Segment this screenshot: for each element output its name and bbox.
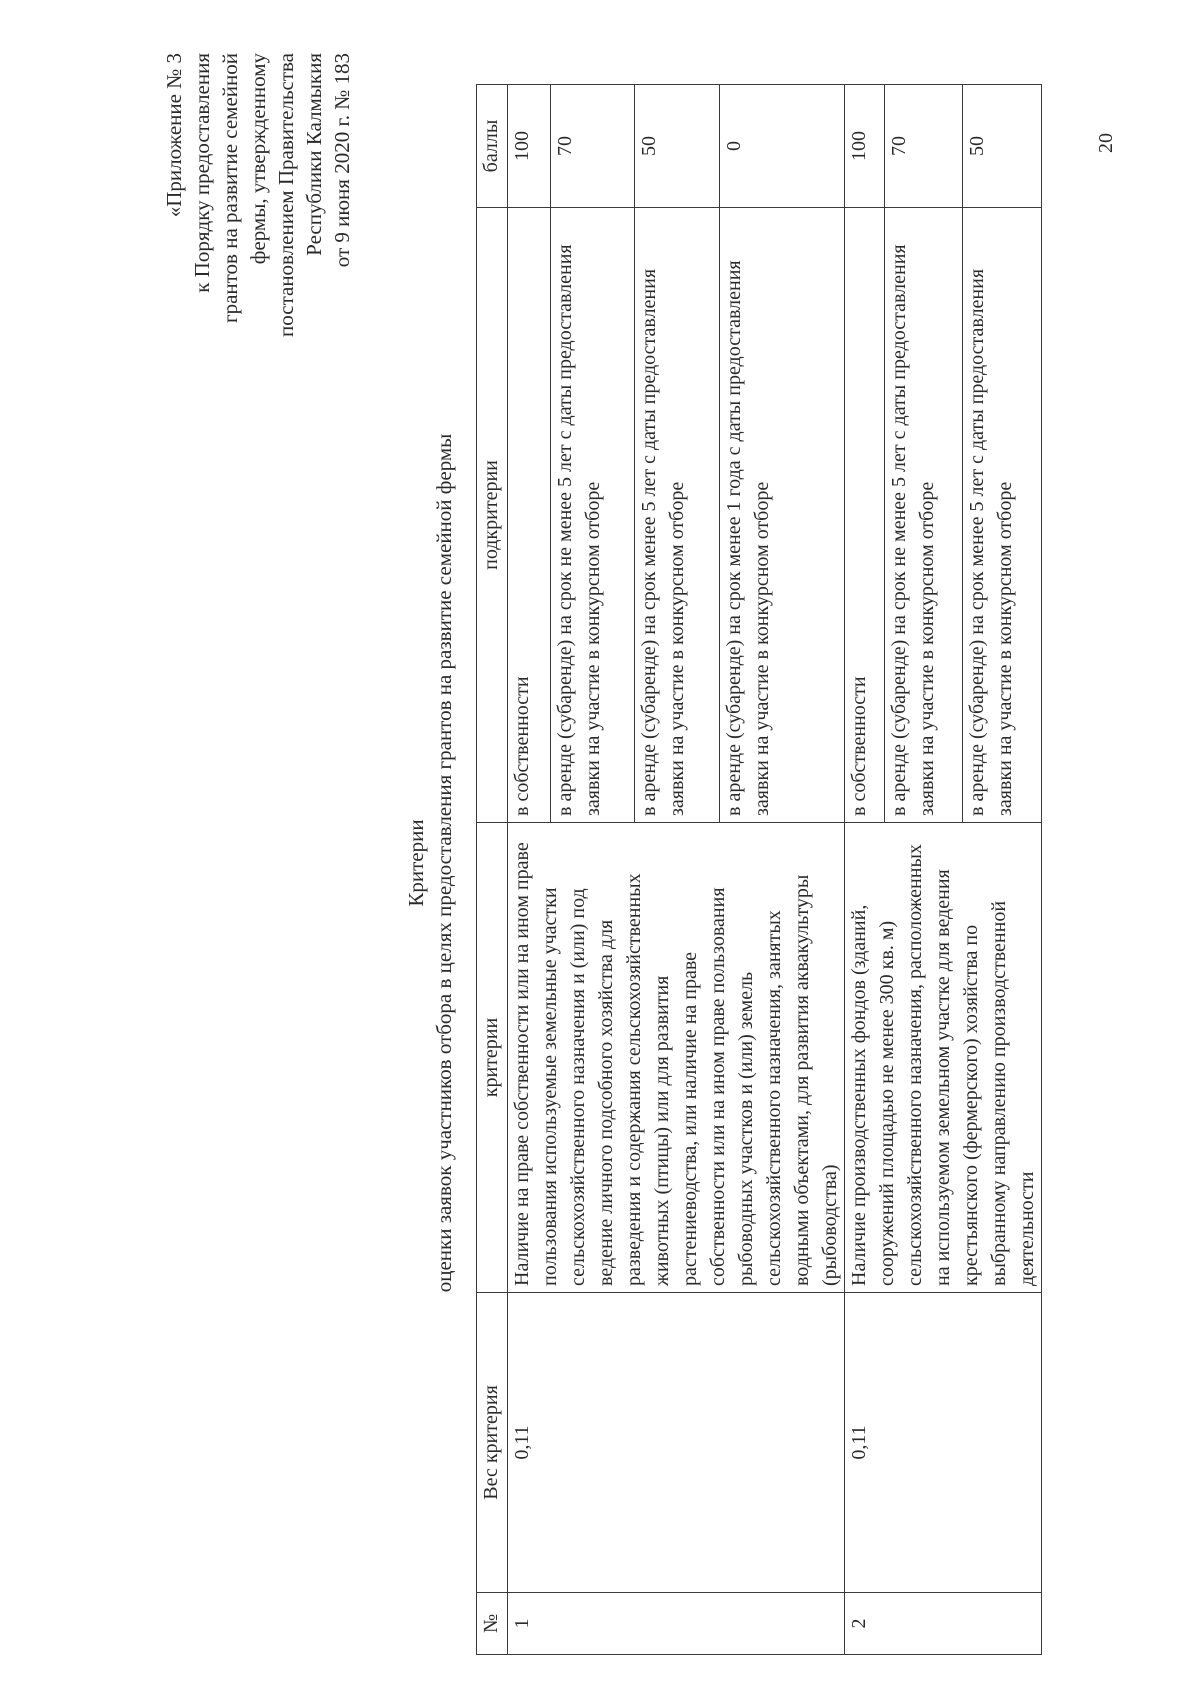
header-subcriteria: подкритерии [477, 208, 508, 823]
appendix-line: к Порядку предоставления [190, 53, 214, 293]
header-number: № [477, 1593, 508, 1655]
appendix-line: постановлением Правительства [274, 53, 298, 338]
points-value: 50 [963, 85, 1042, 208]
criterion-number: 2 [845, 1593, 1042, 1655]
criterion-weight: 0,11 [508, 1293, 845, 1593]
header-criteria: критерии [477, 823, 508, 1293]
page-number: 20 [1095, 133, 1117, 153]
subcriterion-text: в собственности [845, 208, 885, 823]
table-row [845, 85, 885, 1655]
document-subtitle: оценки заявок участников отбора в целях предоставления грантов на развитие семейной фермы [432, 433, 456, 1293]
table-row [508, 85, 551, 1655]
subcriterion-text: в аренде (субаренде) на срок менее 5 лет с даты предоставления заявки на участие в конкурсном отборе [635, 208, 720, 823]
points-value: 0 [720, 85, 845, 208]
header-points: баллы [477, 85, 508, 208]
subcriterion-text: в аренде (субаренде) на срок менее 1 года с даты предоставления заявки на участие в конкурсном отборе [720, 208, 845, 823]
appendix-note [160, 53, 356, 443]
criterion-weight: 0,11 [845, 1293, 1042, 1593]
appendix-line: «Приложение № 3 [162, 53, 186, 218]
document-title: Критерии [404, 819, 428, 907]
points-value: 70 [550, 85, 635, 208]
subcriterion-text: в аренде (субаренде) на срок менее 5 лет с даты предоставления заявки на участие в конкурсном отборе [963, 208, 1042, 823]
appendix-line: грантов на развитие семейной [218, 53, 242, 324]
subcriterion-text: в аренде (субаренде) на срок не менее 5 лет с даты предоставления заявки на участие в конкурсном отборе [550, 208, 635, 823]
criteria-table [476, 84, 1042, 1655]
header-weight: Вес критерия [477, 1293, 508, 1593]
subcriterion-text: в собственности [508, 208, 551, 823]
table-header-row [477, 85, 508, 1655]
criterion-text: Наличие на праве собственности или на ином праве пользования используемые земельные участки сельскохозяйственного назначения и (или) под ведение личного подсобного хозяйства для разведения и содержания сельскохозяйственных животных (птицы) или для развития растениеводства, или наличие на праве собственности или на ином праве пользования рыбоводных участков и (или) земель сельскохозяйственного назначения, занятых водными объектами, для развития аквакультуры (рыбоводства) [508, 823, 845, 1293]
points-value: 100 [845, 85, 885, 208]
appendix-line: Республики Калмыкия [302, 53, 326, 256]
points-value: 70 [884, 85, 963, 208]
points-value: 50 [635, 85, 720, 208]
points-value: 100 [508, 85, 551, 208]
subcriterion-text: в аренде (субаренде) на срок не менее 5 лет с даты предоставления заявки на участие в конкурсном отборе [884, 208, 963, 823]
appendix-line: от 9 июня 2020 г. № 183 [330, 53, 354, 268]
criterion-text: Наличие производственных фондов (зданий, сооружений площадью не менее 300 кв. м) сельскохозяйственного назначения, расположенных на используемом земельном участке для ведения крестьянского (фермерского) хозяйства по выбранному направлению производственной деятельности [845, 823, 1042, 1293]
appendix-line: фермы, утвержденному [246, 53, 270, 265]
criterion-number: 1 [508, 1593, 845, 1655]
